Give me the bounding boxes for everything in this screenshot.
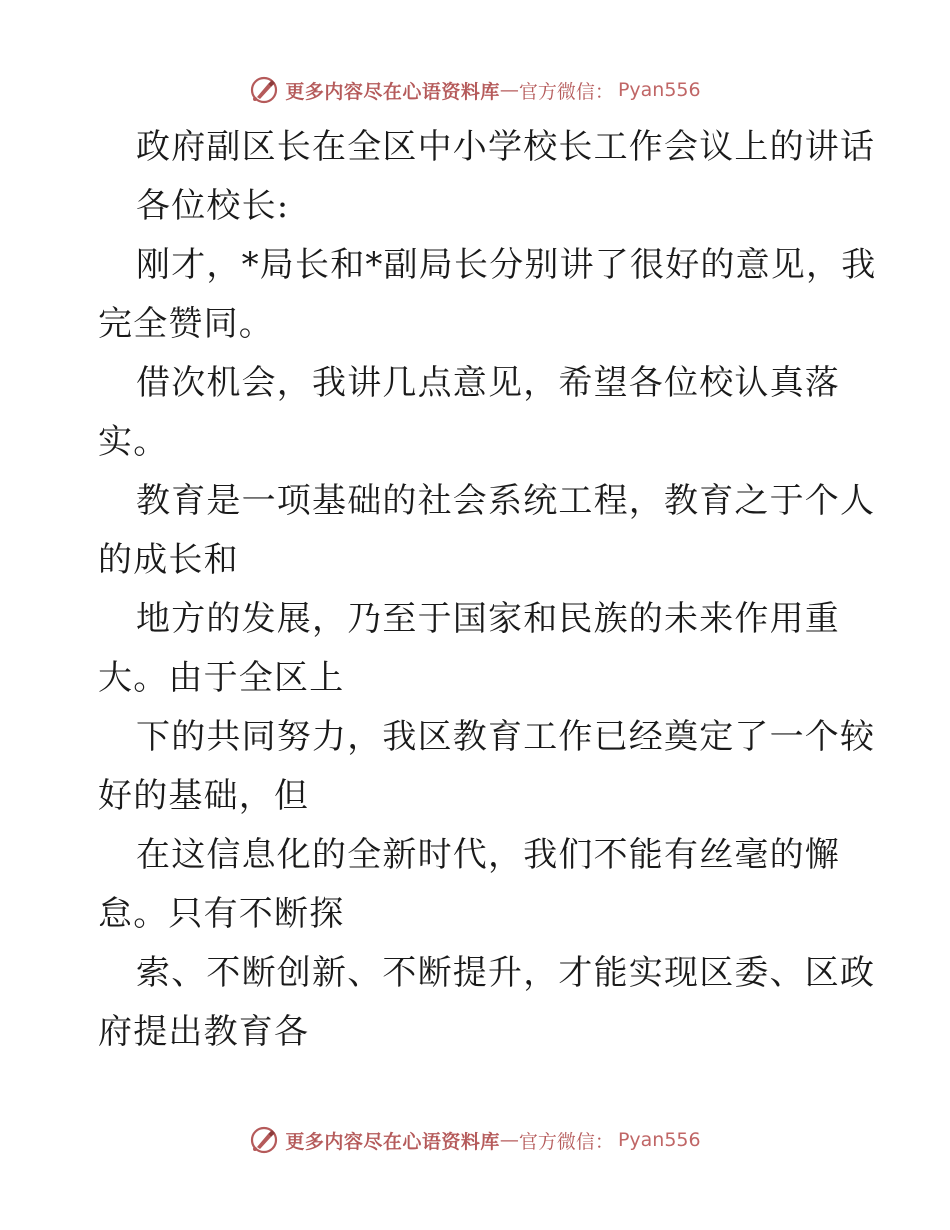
paragraph-line: 刚才，*局长和*副局长分别讲了很好的意见，我 [136,245,877,285]
paragraph-line: 下的共同努力，我区教育工作已经奠定了一个较 [136,717,876,757]
banner-wechat-label: 官方微信： [518,1130,614,1153]
paragraph-line: 在这信息化的全新时代，我们不能有丝毫的懈 [136,835,840,875]
paragraph-line: 的成长和 [98,540,239,580]
paragraph-line: 索、不断创新、不断提升，才能实现区委、区政 [136,953,876,993]
paragraph-line: 地方的发展，乃至于国家和民族的未来作用重 [136,599,840,639]
paragraph-line: 教育是一项基础的社会系统工程，教育之于个人 [136,481,876,521]
pen-nib-logo-icon [249,75,279,105]
paragraph-line: 完全赞同。 [98,304,274,344]
banner-separator: — [499,79,519,101]
banner-wechat-id: Pyan556 [617,79,701,101]
banner-wechat-label: 官方微信： [518,80,614,103]
paragraph-line: 府提出教育各 [98,1012,310,1052]
banner-text: 更多内容尽在心语资料库 [285,80,500,103]
banner-wechat-id: Pyan556 [617,1129,701,1151]
paragraph-line: 借次机会，我讲几点意见，希望各位校认真落 [136,363,840,403]
document-title: 政府副区长在全区中小学校长工作会议上的讲话 [136,127,876,167]
banner-text: 更多内容尽在心语资料库 [285,1130,500,1153]
paragraph-line: 好的基础，但 [98,776,310,816]
paragraph-line: 怠。只有不断探 [98,894,345,934]
footer-watermark-banner [0,1120,950,1160]
header-watermark-banner [0,70,950,110]
pen-nib-logo-icon [249,1125,279,1155]
document-greeting: 各位校长: [136,186,290,226]
paragraph-line: 大。由于全区上 [98,658,345,698]
paragraph-line: 实。 [98,422,169,462]
banner-separator: — [499,1129,519,1151]
